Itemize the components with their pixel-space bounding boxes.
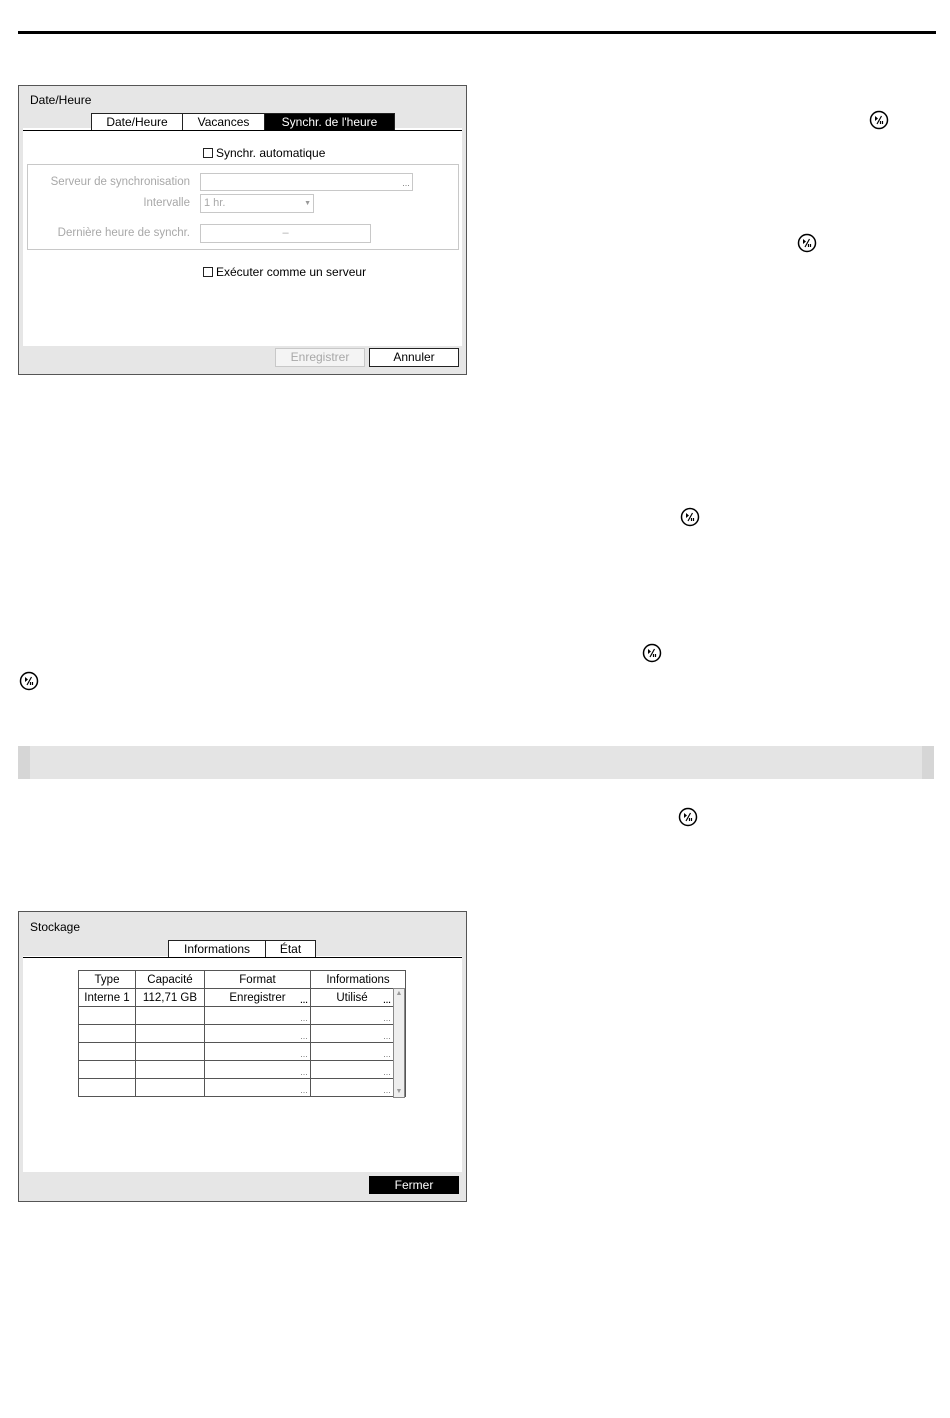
cell-type — [79, 1007, 136, 1025]
cell-capacity — [136, 1043, 205, 1061]
play-pause-icon — [797, 233, 817, 253]
interval-dropdown[interactable] — [200, 194, 314, 213]
tab-underline — [23, 957, 462, 958]
scroll-down-icon[interactable]: ▼ — [395, 1088, 403, 1095]
tab-underline — [23, 130, 462, 131]
cell-type — [79, 1043, 136, 1061]
run-as-server-checkbox[interactable] — [203, 265, 366, 279]
band-edge-left — [18, 746, 30, 779]
checkbox-box[interactable] — [203, 148, 213, 158]
play-pause-icon — [869, 110, 889, 130]
cell-type — [79, 1061, 136, 1079]
cell-format[interactable] — [205, 1043, 311, 1061]
cell-format[interactable] — [205, 1007, 311, 1025]
cell-type — [79, 1025, 136, 1043]
auto-sync-label: Synchr. automatique — [216, 146, 326, 160]
window-title: Stockage — [30, 920, 81, 934]
sync-server-label: Serveur de synchronisation — [50, 176, 190, 188]
interval-value: 1 hr. — [204, 197, 226, 209]
cell-capacity — [136, 1079, 205, 1097]
checkbox-box[interactable] — [203, 267, 213, 277]
column-header-format: Format — [205, 971, 311, 989]
cell-info-value: Utilisé — [336, 991, 368, 1004]
last-sync-value: – — [282, 227, 289, 239]
tab-vacances[interactable]: Vacances — [182, 113, 265, 130]
ellipsis-icon: … — [300, 1032, 308, 1041]
play-pause-icon — [19, 671, 39, 691]
cell-type: Interne 1 — [79, 989, 136, 1007]
cell-info[interactable] — [311, 1079, 406, 1097]
cell-capacity: 112,71 GB — [136, 989, 205, 1007]
tab-date-heure[interactable]: Date/Heure — [91, 113, 183, 130]
cell-format[interactable] — [205, 1079, 311, 1097]
column-header-type: Type — [79, 971, 136, 989]
ellipsis-icon: … — [383, 996, 391, 1005]
cancel-button[interactable]: Annuler — [369, 348, 459, 367]
ellipsis-icon: … — [300, 1014, 308, 1023]
tab-informations[interactable]: Informations — [168, 940, 266, 957]
datetime-window — [18, 85, 467, 375]
ellipsis-icon: … — [383, 1050, 391, 1059]
tab-synchr-heure[interactable]: Synchr. de l'heure — [264, 113, 395, 130]
last-sync-field — [200, 224, 371, 243]
table-row[interactable] — [79, 1061, 406, 1079]
sync-server-field[interactable] — [200, 173, 413, 191]
last-sync-label: Dernière heure de synchr. — [57, 227, 190, 239]
play-pause-icon — [678, 807, 698, 827]
ellipsis-icon: … — [383, 1086, 391, 1095]
ellipsis-icon: … — [383, 1014, 391, 1023]
interval-label: Intervalle — [143, 197, 190, 209]
cell-format[interactable] — [205, 1025, 311, 1043]
ellipsis-icon: … — [300, 1050, 308, 1059]
window-title: Date/Heure — [30, 93, 92, 107]
play-pause-icon — [680, 507, 700, 527]
save-button[interactable]: Enregistrer — [275, 348, 365, 367]
scroll-up-icon[interactable]: ▲ — [395, 990, 403, 997]
cell-capacity — [136, 1007, 205, 1025]
header-rule — [18, 31, 936, 34]
storage-table — [78, 970, 406, 1097]
section-band — [18, 746, 934, 779]
column-header-capacity: Capacité — [136, 971, 205, 989]
auto-sync-checkbox[interactable] — [203, 146, 325, 160]
cell-info[interactable] — [311, 1007, 406, 1025]
tab-bar — [168, 940, 315, 957]
table-row[interactable] — [79, 1079, 406, 1097]
cell-info[interactable] — [311, 989, 406, 1007]
table-row[interactable] — [79, 1025, 406, 1043]
table-row[interactable] — [79, 1043, 406, 1061]
table-row[interactable] — [79, 989, 406, 1007]
ellipsis-icon: … — [300, 1086, 308, 1095]
play-pause-icon — [642, 643, 662, 663]
tab-etat[interactable]: État — [265, 940, 316, 957]
run-as-server-label: Exécuter comme un serveur — [216, 265, 367, 279]
cell-type — [79, 1079, 136, 1097]
ellipsis-icon: … — [402, 179, 410, 188]
cell-info[interactable] — [311, 1061, 406, 1079]
column-header-info: Informations — [311, 971, 406, 989]
cell-format[interactable] — [205, 1061, 311, 1079]
ellipsis-icon: … — [300, 1068, 308, 1077]
ellipsis-icon: … — [383, 1032, 391, 1041]
table-scrollbar[interactable] — [393, 988, 405, 1098]
tab-bar — [91, 113, 394, 130]
cell-info[interactable] — [311, 1043, 406, 1061]
cell-capacity — [136, 1025, 205, 1043]
cell-info[interactable] — [311, 1025, 406, 1043]
ellipsis-icon: … — [383, 1068, 391, 1077]
table-header-row — [79, 971, 406, 989]
cell-format[interactable] — [205, 989, 311, 1007]
close-button[interactable]: Fermer — [369, 1176, 459, 1194]
dropdown-arrow-icon: ▼ — [304, 200, 311, 207]
cell-format-value: Enregistrer — [229, 991, 286, 1004]
ellipsis-icon: … — [300, 996, 308, 1005]
table-row[interactable] — [79, 1007, 406, 1025]
cell-capacity — [136, 1061, 205, 1079]
band-edge-right — [922, 746, 934, 779]
